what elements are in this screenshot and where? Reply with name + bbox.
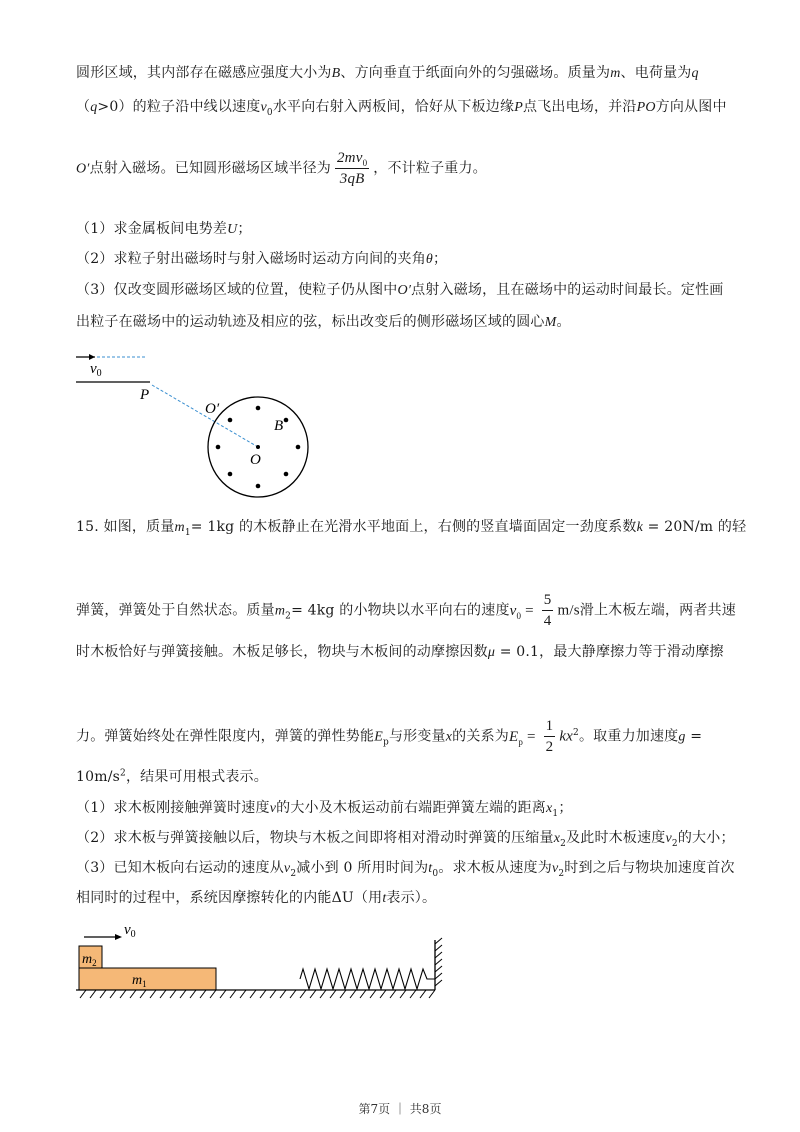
page-footer: 第7页 ｜ 共8页 xyxy=(358,1102,442,1116)
p15-question-3: （3）已知木板向右运动的速度从$v_2$减小到 0 所用时间为$t_0$。求木板从速度为$v_2$时到之后与物块加速度首次 xyxy=(76,860,735,879)
p14-question-3-cont: 出粒子在磁场中的运动轨迹及相应的弦，标出改变后的侧形磁场区域的圆心M。 xyxy=(76,314,571,330)
v0-label: $v_0$ xyxy=(90,361,102,379)
v0-label: $v_0$ xyxy=(124,922,136,940)
p14-line-1: 圆形区域，其内部存在磁感应强度大小为B、方向垂直于纸面向外的匀强磁场。质量为m、电荷量为q xyxy=(76,65,699,81)
p15-line-1: 15. 如图，质量$m_1= 1kg$ 的木板静止在光滑水平地面上，右侧的竖直墙面固定一劲度系数k = 20N/m 的轻 xyxy=(76,519,747,538)
label-O: O xyxy=(250,452,261,468)
v0-fraction: $\frac{5}{4}$ xyxy=(543,592,552,629)
spring xyxy=(300,969,435,989)
label-P: P xyxy=(140,387,150,403)
p15-line-4: 力。弹簧始终处在弹性限度内，弹簧的弹性势能$E_p$与形变量x的关系为$E_p$ = $\frac{1}{2}$ $kx^2$。取重力加速度g = xyxy=(76,718,703,755)
board-m1 xyxy=(79,968,216,990)
p14-question-1: （1）求金属板间电势差U； xyxy=(76,221,252,237)
p15-question-2: （2）求木板与弹簧接触以后，物块与木板之间即将相对滑动时弹簧的压缩量$x_2$及此时木板速度$v_2$的大小； xyxy=(76,830,735,849)
p14-line-3: O′点射入磁场。已知圆形磁场区域半径为 $\frac{2mv_0}{3qB}$ ，不计粒子重力。 xyxy=(76,150,487,187)
label-B: B xyxy=(274,418,284,434)
label-m2: $m_2$ xyxy=(82,952,97,968)
radius-fraction: $\frac{2mv_0}{3qB}$ xyxy=(336,150,368,187)
spring-board-figure xyxy=(0,910,470,1010)
p15-question-3-cont: 相同时的过程中，系统因摩擦转化的内能ΔU（用t表示）。 xyxy=(76,890,437,906)
arrow-head-icon xyxy=(89,354,95,360)
ep-fraction: $\frac{1}{2}$ xyxy=(545,718,554,755)
p14-question-3: （3）仅改变圆形磁场区域的位置，使粒子仍从图中O′点射入磁场，且在磁场中的运动时间最长。定性画 xyxy=(76,282,724,298)
label-O-prime: O′ xyxy=(205,401,220,417)
p15-line-5: $10m/s^2$，结果可用根式表示。 xyxy=(76,768,268,785)
label-m1: $m_1$ xyxy=(132,973,147,989)
p15-line-2: 弹簧，弹簧处于自然状态。质量$m_2= 4kg$ 的小物块以水平向右的速度$v_0$ = $\frac{5}{4}$ m/s滑上木板左端，两者共速 xyxy=(76,592,736,629)
p15-question-1: （1）求木板刚接触弹簧时速度v的大小及木板运动前右端距弹簧左端的距离$x_1$； xyxy=(76,800,573,819)
p14-line-2: （q>0）的粒子沿中线以速度$v_0$水平向右射入两板间，恰好从下板边缘P点飞出电场，并沿PO方向从图中 xyxy=(76,99,727,118)
arrow-head-icon xyxy=(115,934,122,940)
magnetic-field-figure xyxy=(0,340,360,510)
wall-hatch xyxy=(435,938,442,986)
ground-hatch xyxy=(80,990,435,998)
p15-line-3: 时木板恰好与弹簧接触。木板足够长，物块与木板间的动摩擦因数μ = 0.1，最大静摩擦力等于滑动摩擦 xyxy=(76,644,724,660)
field-dots xyxy=(216,406,301,489)
p14-question-2: （2）求粒子射出磁场时与射入磁场时运动方向间的夹角θ； xyxy=(76,251,448,267)
